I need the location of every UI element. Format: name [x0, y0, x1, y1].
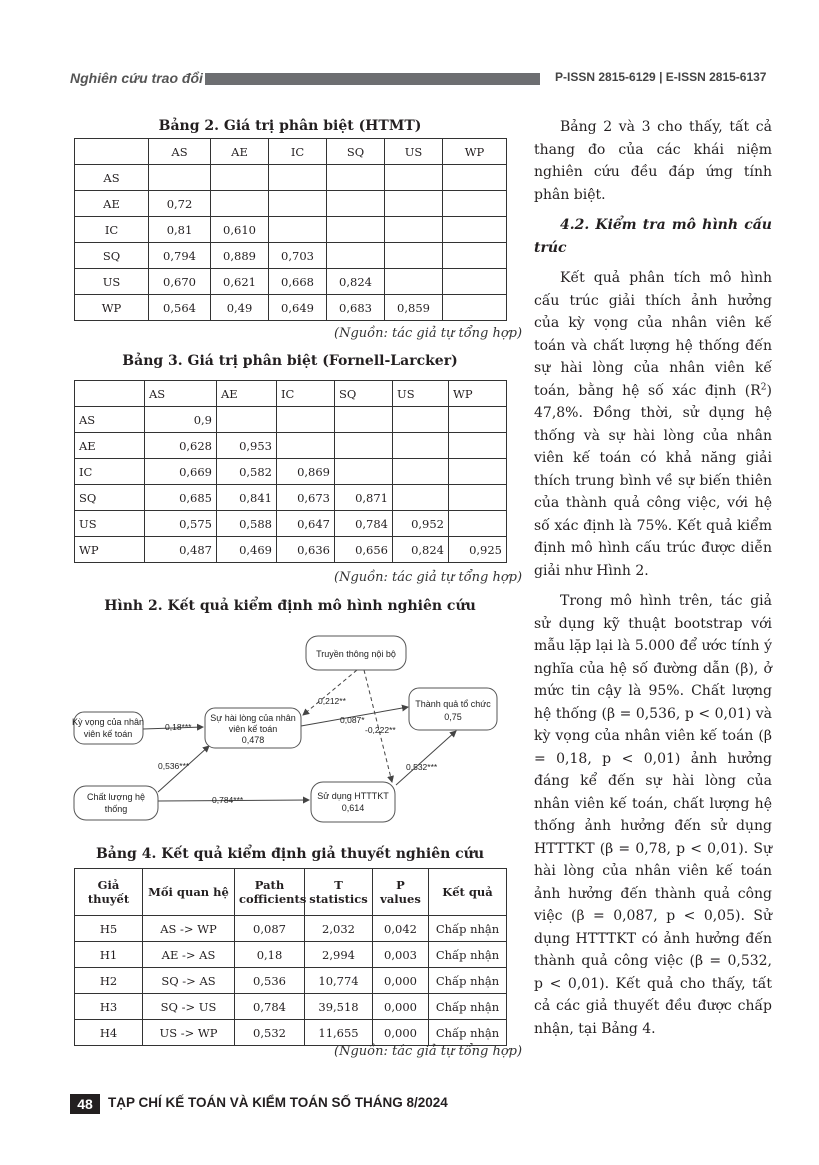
- table-cell: 0,72: [149, 191, 211, 217]
- node-label-ae-2: viên kế toán: [83, 729, 133, 739]
- table-cell: 0,621: [211, 269, 269, 295]
- table-cell: 0,000: [373, 994, 429, 1020]
- running-header-section: Nghiên cứu trao đổi: [70, 70, 203, 86]
- running-header-issn: P-ISSN 2815-6129 | E-ISSN 2815-6137: [555, 70, 767, 84]
- table-cell: [335, 459, 393, 485]
- table-cell: 0,670: [149, 269, 211, 295]
- table-cell: 0,628: [145, 433, 217, 459]
- table-cell: [327, 243, 385, 269]
- table-cell: 0,889: [211, 243, 269, 269]
- table4-head-path: Path cofficients: [235, 869, 305, 916]
- table3-source: (Nguồn: tác giả tự tổng hợp): [334, 570, 523, 585]
- table-cell: [385, 217, 443, 243]
- table-cell: 0,841: [217, 485, 277, 511]
- table-cell: 0,49: [211, 295, 269, 321]
- edge-label-as-wp: 0,087*: [340, 715, 365, 725]
- edge-us-wp: [396, 731, 456, 785]
- table3-header-cell: US: [393, 381, 449, 407]
- row-label-cell: IC: [75, 459, 145, 485]
- table4-head-result: Kết quả: [429, 869, 507, 916]
- table-cell: 0,668: [269, 269, 327, 295]
- table-cell: [277, 433, 335, 459]
- table-cell: 0,487: [145, 537, 217, 563]
- table-cell: [449, 459, 507, 485]
- table-cell: Chấp nhận: [429, 968, 507, 994]
- table-cell: [327, 165, 385, 191]
- table-cell: [443, 165, 507, 191]
- table-cell: 0,469: [217, 537, 277, 563]
- table4-head-t: T statistics: [305, 869, 373, 916]
- table-cell: 2,032: [305, 916, 373, 942]
- table-cell: US -> WP: [143, 1020, 235, 1046]
- node-label-as-2: viên kế toán: [228, 724, 278, 734]
- table3-header-cell: WP: [449, 381, 507, 407]
- table-cell: [443, 295, 507, 321]
- table-cell: SQ -> US: [143, 994, 235, 1020]
- table-cell: H1: [75, 942, 143, 968]
- table2-source: (Nguồn: tác giả tự tổng hợp): [334, 326, 523, 341]
- table-cell: 10,774: [305, 968, 373, 994]
- table-cell: Chấp nhận: [429, 916, 507, 942]
- node-performance: [409, 688, 497, 730]
- figure2-caption: Hình 2. Kết quả kiểm định mô hình nghiên cứu: [104, 598, 476, 614]
- table-cell: [149, 165, 211, 191]
- row-label-cell: US: [75, 269, 149, 295]
- table-cell: 0,683: [327, 295, 385, 321]
- table4-head-p: P values: [373, 869, 429, 916]
- table-row: [75, 916, 507, 942]
- node-label-us: Sử dụng HTTTKT: [317, 791, 389, 801]
- table-cell: 0,087: [235, 916, 305, 942]
- table-cell: 0,003: [373, 942, 429, 968]
- node-label-wp: Thành quả tổ chức: [415, 699, 491, 709]
- table4-head-relation: Mối quan hệ: [143, 869, 235, 916]
- table-cell: [443, 243, 507, 269]
- table2-header-row: [75, 139, 507, 165]
- table-cell: 0,952: [393, 511, 449, 537]
- table3-header-cell: AE: [217, 381, 277, 407]
- table-row: [75, 217, 507, 243]
- table-cell: 0,869: [277, 459, 335, 485]
- header-bar: [205, 73, 540, 85]
- table-cell: Chấp nhận: [429, 1020, 507, 1046]
- table4-source: (Nguồn: tác giả tự tổng hợp): [334, 1044, 523, 1059]
- edge-ic-as: [303, 670, 357, 715]
- row-label-cell: SQ: [75, 485, 145, 511]
- row-label-cell: IC: [75, 217, 149, 243]
- table-row: [75, 269, 507, 295]
- table-cell: [449, 433, 507, 459]
- body-column: [534, 116, 772, 1048]
- table-cell: [449, 407, 507, 433]
- node-label-sq-2: thống: [104, 804, 128, 814]
- node-label-ic: Truyền thông nội bộ: [316, 649, 396, 659]
- row-label-cell: AS: [75, 165, 149, 191]
- table-cell: 0,824: [327, 269, 385, 295]
- table2-header-cell: WP: [443, 139, 507, 165]
- table-cell: 0,18: [235, 942, 305, 968]
- row-label-cell: AE: [75, 433, 145, 459]
- edge-label-ic-us: -0,222**: [365, 725, 396, 735]
- table-cell: H3: [75, 994, 143, 1020]
- table-cell: 0,871: [335, 485, 393, 511]
- table-cell: 0,000: [373, 1020, 429, 1046]
- table2-header-cell: [75, 139, 149, 165]
- row-label-cell: US: [75, 511, 145, 537]
- table-cell: [393, 485, 449, 511]
- table2-header-cell: SQ: [327, 139, 385, 165]
- table-cell: [385, 165, 443, 191]
- table3-caption: Bảng 3. Giá trị phân biệt (Fornell-Larcker): [122, 353, 458, 369]
- table2-header-cell: AE: [211, 139, 269, 165]
- edge-label-us-wp: 0,532***: [406, 762, 438, 772]
- table-cell: 0,673: [277, 485, 335, 511]
- table-cell: [277, 407, 335, 433]
- table-row: [75, 537, 507, 563]
- edge-label-sq-us: 0,784***: [212, 795, 244, 805]
- table4-head-hypothesis: Giả thuyết: [75, 869, 143, 916]
- table3: [74, 380, 507, 563]
- paragraph-3: Trong mô hình trên, tác giả sử dụng kỹ thuật bootstrap với mẫu lặp lại là 5.000 để ước tính ý nghĩa của hệ số đường dẫn (β), ở mức tin cậy là 95%. Chất lượng hệ thống (β = 0,536, p < 0,01) và kỳ vọng của nhân viên kế toán (β = 0,18, p < 0,01) ảnh hưởng đáng kể đến sự hài lòng của nhân viên kế toán, chất lượng hệ thống ảnh hưởng đến sử dụng HTTTKT (β = 0,78, p < 0,01). Sự hài lòng của nhân viên kế toán ảnh hưởng đến thành quả công việc (β = 0,087, p < 0,05). Sử dụng HTTTKT có ảnh hưởng đến thành quả công việc (β = 0,532, p < 0,01). Kết quả cho thấy, tất cả các giả thuyết đều được chấp nhận, tại Bảng 4.: [534, 593, 772, 1037]
- table4-caption: Bảng 4. Kết quả kiểm định giả thuyết nghiên cứu: [95, 846, 485, 862]
- table-cell: H5: [75, 916, 143, 942]
- row-label-cell: AE: [75, 191, 149, 217]
- table3-header-row: [75, 381, 507, 407]
- table-row: [75, 485, 507, 511]
- table-cell: Chấp nhận: [429, 994, 507, 1020]
- table-row: [75, 295, 507, 321]
- table-cell: SQ -> AS: [143, 968, 235, 994]
- table-cell: H4: [75, 1020, 143, 1046]
- table-cell: 0,9: [145, 407, 217, 433]
- table-cell: 2,994: [305, 942, 373, 968]
- table-cell: [217, 407, 277, 433]
- node-ais-usage: [311, 782, 395, 822]
- table-row: [75, 243, 507, 269]
- table-cell: 0,649: [269, 295, 327, 321]
- table3-header-cell: [75, 381, 145, 407]
- table2-header-cell: US: [385, 139, 443, 165]
- table-cell: 0,564: [149, 295, 211, 321]
- node-r2-us: 0,614: [341, 803, 365, 813]
- table2: [74, 138, 507, 321]
- table-row: [75, 968, 507, 994]
- table-cell: [393, 433, 449, 459]
- table-cell: [269, 217, 327, 243]
- table-cell: 0,588: [217, 511, 277, 537]
- edge-label-ic-as: 0,212**: [318, 696, 346, 706]
- row-label-cell: WP: [75, 295, 149, 321]
- table-cell: 0,636: [277, 537, 335, 563]
- table-cell: 0,582: [217, 459, 277, 485]
- table-cell: 0,610: [211, 217, 269, 243]
- table-cell: [335, 407, 393, 433]
- table-cell: 0,953: [217, 433, 277, 459]
- table3-header-cell: IC: [277, 381, 335, 407]
- table-cell: [327, 217, 385, 243]
- table-cell: 0,669: [145, 459, 217, 485]
- row-label-cell: SQ: [75, 243, 149, 269]
- table-cell: 0,784: [235, 994, 305, 1020]
- table-cell: [443, 269, 507, 295]
- table-cell: AE -> AS: [143, 942, 235, 968]
- table-cell: [211, 191, 269, 217]
- table-row: [75, 459, 507, 485]
- table-cell: 11,655: [305, 1020, 373, 1046]
- table-cell: [269, 165, 327, 191]
- table-cell: 0,784: [335, 511, 393, 537]
- edge-label-sq-as: 0,536***: [158, 761, 190, 771]
- table-cell: 0,536: [235, 968, 305, 994]
- journal-footer: TẠP CHÍ KẾ TOÁN VÀ KIỂM TOÁN SỐ THÁNG 8/2024: [108, 1095, 448, 1110]
- table-cell: [449, 511, 507, 537]
- table-cell: 0,703: [269, 243, 327, 269]
- table-row: [75, 433, 507, 459]
- table-cell: 0,925: [449, 537, 507, 563]
- table-cell: H2: [75, 968, 143, 994]
- table-cell: [443, 217, 507, 243]
- row-label-cell: WP: [75, 537, 145, 563]
- table-cell: 0,042: [373, 916, 429, 942]
- node-label-as-1: Sự hài lòng của nhân: [210, 713, 296, 723]
- table-cell: [385, 243, 443, 269]
- table-cell: 0,532: [235, 1020, 305, 1046]
- table-cell: [269, 191, 327, 217]
- table-row: [75, 407, 507, 433]
- table-cell: 0,685: [145, 485, 217, 511]
- table-row: [75, 1020, 507, 1046]
- table-row: [75, 165, 507, 191]
- table-cell: 0,000: [373, 968, 429, 994]
- table-cell: [327, 191, 385, 217]
- table-cell: 0,859: [385, 295, 443, 321]
- table-cell: [335, 433, 393, 459]
- table2-header-cell: AS: [149, 139, 211, 165]
- table-cell: [393, 459, 449, 485]
- table4-header-row: [75, 869, 507, 916]
- table-cell: [385, 191, 443, 217]
- page-number: 48: [70, 1094, 100, 1114]
- table-cell: 0,647: [277, 511, 335, 537]
- table-row: [75, 191, 507, 217]
- table-row: [75, 511, 507, 537]
- node-r2-wp: 0,75: [444, 712, 462, 722]
- table2-header-cell: IC: [269, 139, 327, 165]
- table-cell: 0,81: [149, 217, 211, 243]
- table-cell: [211, 165, 269, 191]
- table-cell: 0,575: [145, 511, 217, 537]
- table-row: [75, 942, 507, 968]
- section-heading-4-2: 4.2. Kiểm tra mô hình cấu trúc: [534, 217, 772, 256]
- table-cell: 0,656: [335, 537, 393, 563]
- table-cell: [443, 191, 507, 217]
- table2-caption: Bảng 2. Giá trị phân biệt (HTMT): [158, 118, 422, 134]
- table-row: [75, 994, 507, 1020]
- table-cell: [449, 485, 507, 511]
- table4: [74, 868, 507, 1046]
- node-label-sq-1: Chất lượng hệ: [87, 792, 145, 802]
- table-cell: 39,518: [305, 994, 373, 1020]
- node-label-ae-1: Kỳ vọng của nhân: [71, 717, 145, 727]
- paragraph-2: Kết quả phân tích mô hình cấu trúc giải thích ảnh hưởng của kỳ vọng của nhân viên kế toán và chất lượng hệ thống đến sự hài lòng của nhân viên kế toán, bằng hệ số xác định $(R^2)$ 47,8%. Đồng thời, sử dụng hệ thống và sự hài lòng của nhân viên kế toán có khả năng giải thích trung bình về sự biến thiên của thành quả công việc, với hệ số xác định là 75%. Kết quả kiểm định mô hình cấu trúc được diễn giải như Hình 2.: [534, 270, 772, 579]
- table3-header-cell: SQ: [335, 381, 393, 407]
- table-cell: [385, 269, 443, 295]
- table-cell: [393, 407, 449, 433]
- table-cell: AS -> WP: [143, 916, 235, 942]
- edge-label-ae-as: 0,18***: [165, 722, 192, 732]
- table-cell: Chấp nhận: [429, 942, 507, 968]
- structural-model-diagram: [66, 628, 506, 828]
- paragraph-1: Bảng 2 và 3 cho thấy, tất cả thang đo của các khái niệm nghiên cứu đều đáp ứng tính phân biệt.: [534, 119, 772, 203]
- node-r2-as: 0,478: [241, 735, 265, 745]
- row-label-cell: AS: [75, 407, 145, 433]
- table3-header-cell: AS: [145, 381, 217, 407]
- table-cell: 0,824: [393, 537, 449, 563]
- table-cell: 0,794: [149, 243, 211, 269]
